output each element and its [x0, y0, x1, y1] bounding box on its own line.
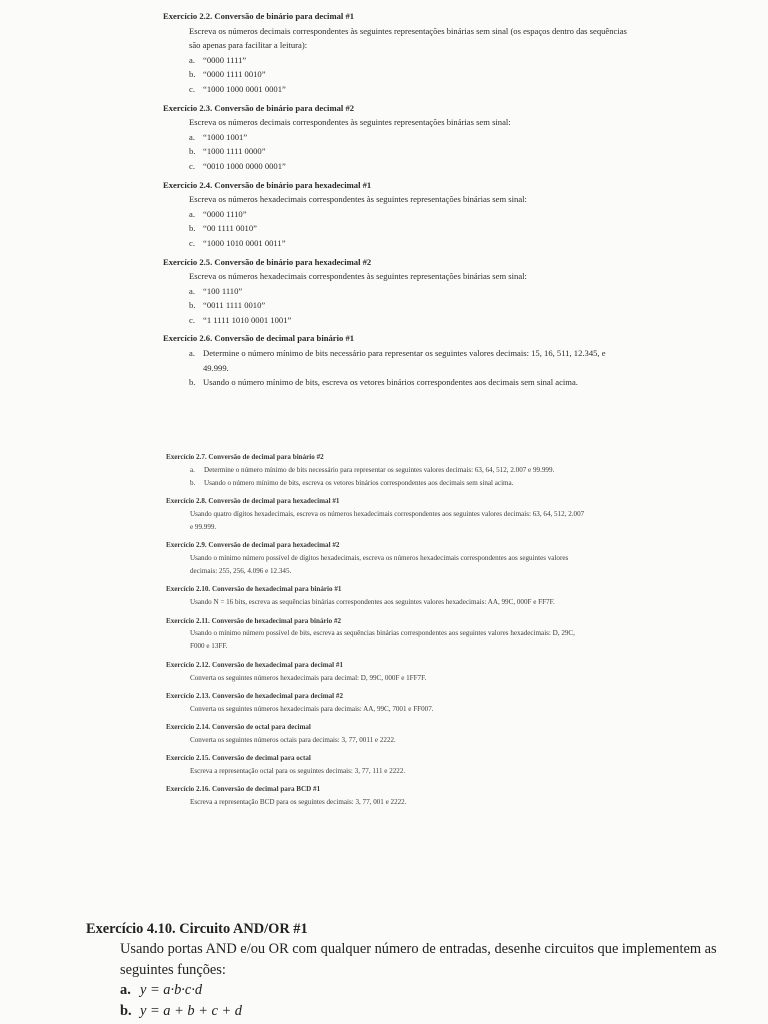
exercise-block: [163, 178, 633, 251]
exercise-block: [166, 583, 586, 609]
item-text: “1000 1001”: [203, 131, 248, 142]
exercise-item: [189, 53, 633, 68]
exercise-item: [189, 67, 633, 82]
exercise-item: [189, 284, 633, 299]
exercise-block: [163, 255, 633, 328]
exercise-description: Escreva os números hexadecimais correspondentes às seguintes representações binárias sem sinal:: [189, 271, 527, 282]
item-text: “0000 1111 0010”: [203, 69, 266, 80]
exercise-block: [166, 721, 586, 747]
exercise-title: Exercício 2.4. Conversão de binário para hexadecimal #1: [163, 179, 372, 190]
exercise-item: [190, 477, 586, 490]
exercise-block: [166, 690, 586, 716]
item-text: “0010 1000 0000 0001”: [203, 160, 286, 171]
exercise-item: [189, 236, 633, 251]
exercise-block: [166, 615, 586, 654]
section-circuit-exercise: [86, 919, 726, 1021]
item-label: a.: [120, 982, 131, 999]
exercise-item: [189, 82, 633, 97]
item-text: Usando o número mínimo de bits, escreva os vetores binários correspondentes aos decimais sem sinal acima.: [203, 377, 578, 388]
section-middle-exercises: [166, 451, 586, 815]
exercise-item: [189, 298, 633, 313]
item-label: c.: [189, 83, 195, 94]
exercise-description: Converta os seguintes números hexadecimais para decimal: D, 99C, 000F e 1FF7F.: [190, 673, 427, 682]
exercise-item: [190, 464, 586, 477]
exercise-block: [163, 331, 633, 389]
exercise-block: [166, 783, 586, 809]
exercise-item-list: [163, 207, 633, 251]
item-label: b.: [189, 69, 196, 80]
exercise-description: Converta os seguintes números hexadecimais para decimais: AA, 99C, 7001 e FF007.: [190, 704, 434, 713]
exercise-block: [166, 659, 586, 685]
item-label: c.: [189, 160, 195, 171]
item-text: “1000 1010 0001 0011”: [203, 237, 286, 248]
exercise-title: Exercício 2.2. Conversão de binário para decimal #1: [163, 11, 355, 21]
exercise-description: Escreva a representação BCD para os seguintes decimais: 3, 77, 001 e 2222.: [190, 798, 407, 807]
exercise-item: [189, 130, 633, 145]
exercise-item: [189, 221, 633, 236]
exercise-item: [189, 375, 633, 390]
exercise-description: Usando portas AND e/ou OR com qualquer número de entradas, desenhe circuitos que implementem as seguintes funções:: [120, 941, 717, 978]
item-label: b.: [120, 1002, 132, 1019]
exercise-title: Exercício 2.3. Conversão de binário para decimal #2: [163, 102, 355, 113]
item-label: a.: [189, 285, 195, 296]
exercise-description: Usando o mínimo número possível de bits, escreva as sequências binárias correspondentes aos seguintes valores hexadecimais: D, 29C, F000 e 13FF.: [190, 629, 575, 651]
exercise-block: [166, 451, 586, 490]
exercise-title: Exercício 2.10. Conversão de hexadecimal para binário #1: [166, 585, 342, 594]
exercise-title: Exercício 2.9. Conversão de decimal para hexadecimal #2: [166, 541, 340, 550]
exercise-block: [163, 101, 633, 174]
item-label: a.: [189, 348, 195, 359]
exercise-item: [189, 159, 633, 174]
item-label: b.: [190, 478, 196, 487]
exercise-item-list: [163, 346, 633, 390]
exercise-title: Exercício 2.13. Conversão de hexadecimal para decimal #2: [166, 691, 343, 700]
exercise-item-list: [163, 53, 633, 97]
item-label: a.: [189, 131, 195, 142]
exercise-block: [86, 919, 726, 1021]
item-label: b.: [189, 146, 196, 157]
exercise-description: Usando o mínimo número possível de dígitos hexadecimais, escreva os números hexadecimais correspondentes aos seguintes valores decimais: 255, 256, 4.096 e 12.345.: [190, 554, 569, 576]
exercise-item-list: [163, 130, 633, 174]
exercise-description: Usando N = 16 bits, escreva as sequências binárias correspondentes aos seguintes valores hexadecimais: AA, 99C, 000F e FF7F.: [190, 598, 555, 607]
item-text: “1000 1000 0001 0001”: [203, 83, 286, 94]
exercise-description: Escreva os números decimais correspondentes às seguintes representações binárias sem sinal:: [189, 117, 511, 128]
exercise-item: [120, 980, 726, 1000]
exercise-block: [166, 495, 586, 534]
exercise-description: Escreva os números decimais correspondentes às seguintes representações binárias sem sinal (os espaços dentro das sequências são apenas para facilitar a leitura):: [189, 25, 627, 51]
exercise-title: Exercício 2.16. Conversão de decimal para BCD #1: [166, 785, 321, 794]
item-label: a.: [189, 54, 195, 65]
exercise-title: Exercício 2.7. Conversão de decimal para binário #2: [166, 453, 324, 461]
exercise-title: Exercício 2.12. Conversão de hexadecimal para decimal #1: [166, 660, 343, 669]
item-label: b.: [189, 377, 196, 388]
item-label: a.: [189, 208, 195, 219]
item-label: c.: [189, 237, 195, 248]
section-upper-exercises: [163, 9, 633, 394]
exercise-description: Usando quatro dígitos hexadecimais, escreva os números hexadecimais correspondentes aos seguintes valores decimais: 63, 64, 512, 2.007 e 99.999.: [190, 510, 585, 531]
exercise-title: Exercício 2.11. Conversão de hexadecimal para binário #2: [166, 616, 342, 625]
item-label: b.: [189, 223, 196, 234]
exercise-title: Exercício 2.15. Conversão de decimal para octal: [166, 754, 311, 763]
exercise-item-list: [163, 284, 633, 328]
exercise-block: [163, 9, 633, 97]
item-label: c.: [189, 314, 195, 325]
exercise-item: [189, 144, 633, 159]
exercise-description: Escreva os números hexadecimais correspondentes às seguintes representações binárias sem sinal:: [189, 194, 527, 205]
exercise-item: [120, 1001, 726, 1021]
exercise-item: [189, 313, 633, 328]
item-text: “1000 1111 0000”: [203, 146, 266, 157]
item-text: “100 1110”: [203, 285, 243, 296]
item-text: Determine o número mínimo de bits necessário para representar os seguintes valores decimais: 63, 64, 512, 2.007 e 99.999.: [204, 465, 555, 474]
exercise-item-list: [86, 980, 726, 1021]
exercise-title: Exercício 4.10. Circuito AND/OR #1: [86, 921, 308, 937]
item-formula: y = a·b·c·d: [140, 982, 203, 999]
exercise-title: Exercício 2.14. Conversão de octal para decimal: [166, 723, 311, 732]
exercise-description: Escreva a representação octal para os seguintes decimais: 3, 77, 111 e 2222.: [190, 767, 406, 776]
exercise-item-list: [166, 464, 586, 490]
exercise-block: [166, 752, 586, 778]
exercise-item: [189, 346, 633, 375]
exercise-title: Exercício 2.5. Conversão de binário para hexadecimal #2: [163, 256, 372, 267]
exercise-title: Exercício 2.6. Conversão de decimal para binário #1: [163, 333, 355, 344]
item-text: “0011 1111 0010”: [203, 300, 266, 311]
exercise-title: Exercício 2.8. Conversão de decimal para hexadecimal #1: [166, 497, 340, 506]
item-text: “1 1111 1010 0001 1001”: [203, 314, 292, 325]
exercise-description: Converta os seguintes números octais para decimais: 3, 77, 0011 e 2222.: [190, 735, 396, 744]
item-formula: y = a + b + c + d: [140, 1002, 242, 1019]
exercise-item: [189, 207, 633, 222]
exercise-block: [166, 539, 586, 578]
item-text: Determine o número mínimo de bits necessário para representar os seguintes valores decimais: 15, 16, 511, 12.345, e 49.999.: [203, 348, 606, 373]
item-label: a.: [190, 465, 195, 474]
item-text: “0000 1110”: [203, 208, 247, 219]
item-text: “0000 1111”: [203, 54, 247, 65]
item-text: “00 1111 0010”: [203, 223, 257, 234]
item-text: Usando o número mínimo de bits, escreva os vetores binários correspondentes aos decimais sem sinal acima.: [204, 478, 514, 487]
item-label: b.: [189, 300, 196, 311]
